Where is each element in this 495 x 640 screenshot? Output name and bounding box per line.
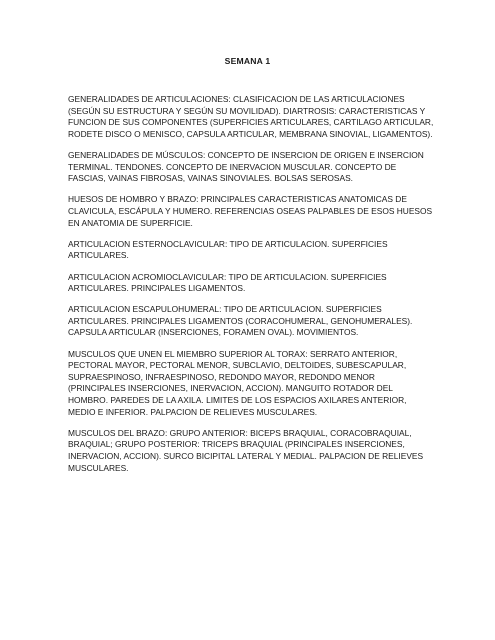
paragraph-musculos-torax: MUSCULOS QUE UNEN EL MIEMBRO SUPERIOR AL TORAX: SERRATO ANTERIOR, PECTORAL MAYOR, PECTORAL MENOR, SUBCLAVIO, DELTOIDES, SUBESCAPULAR, SUPRAESPINOSO, INFRAESPINOSO, REDONDO MAYOR, REDONDO MENOR (PRINCIPALES INSERCIONES, INERVACION, ACCION). MANGUITO ROTADOR DEL HOMBRO. PAREDES DE LA AXILA. LIMITES DE LOS ESPACIOS AXILARES ANTERIOR, MEDIO E INFERIOR. PALPACION DE RELIEVES MUSCULARES. [68,348,407,417]
paragraph-huesos: HUESOS DE HOMBRO Y BRAZO: PRINCIPALES CARACTERISTICAS ANATOMICAS DE CLAVICULA, ESCÁPULA Y HUMERO. REFERENCIAS OSEAS PALPABLES DE ESOS HUESOS EN ANATOMIA DE SUPERFICIE. [68,194,433,228]
paragraph-acromioclavicular: ARTICULACION ACROMIOCLAVICULAR: TIPO DE ARTICULACION. SUPERFICIES ARTICULARES. PRINCIPALES LIGAMENTOS. [68,271,387,294]
paragraph-articulaciones: GENERALIDADES DE ARTICULACIONES: CLASIFICACION DE LAS ARTICULACIONES (SEGÚN SU ESTRUCTURA Y SEGÚN SU MOVILIDAD). DIARTROSIS: CARACTERISTICAS Y FUNCION DE SUS COMPONENTES (SUPERFICIES ARTICULARES, CARTILAGO ARTICULAR, RODETE DISCO O MENISCO, CAPSULA ARTICULAR, MEMBRANA SINOVIAL, LIGAMENTOS). [68,94,434,139]
page-title: SEMANA 1 [224,56,271,66]
paragraph-musculos: GENERALIDADES DE MÚSCULOS: CONCEPTO DE INSERCION DE ORIGEN E INSERCION TERMINAL. TENDONES. CONCEPTO DE INERVACION MUSCULAR. CONCEPTO DE FASCIAS, VAINAS FIBROSAS, VAINAS SINOVIALES. BOLSAS SEROSAS. [68,149,424,184]
paragraph-musculos-brazo: MUSCULOS DEL BRAZO: GRUPO ANTERIOR: BICEPS BRAQUIAL, CORACOBRAQUIAL, BRAQUIAL; GRUPO POSTERIOR: TRICEPS BRAQUIAL (PRINCIPALES INSERCIONES, INERVACION, ACCION). SURCO BICIPITAL LATERAL Y MEDIAL. PALPACION DE RELIEVES MUSCULARES. [68,427,424,473]
document-body [68,94,434,484]
paragraph-escapulohumeral: ARTICULACION ESCAPULOHUMERAL: TIPO DE ARTICULACION. SUPERFICIES ARTICULARES. PRINCIPALES LIGAMENTOS (CORACOHUMERAL, GENOHUMERALES). CAPSULA ARTICULAR (INSERCIONES, FORAMEN OVAL). MOVIMIENTOS. [68,304,413,338]
paragraph-esternoclavicular: ARTICULACION ESTERNOCLAVICULAR: TIPO DE ARTICULACION. SUPERFICIES ARTICULARES. [68,238,388,261]
